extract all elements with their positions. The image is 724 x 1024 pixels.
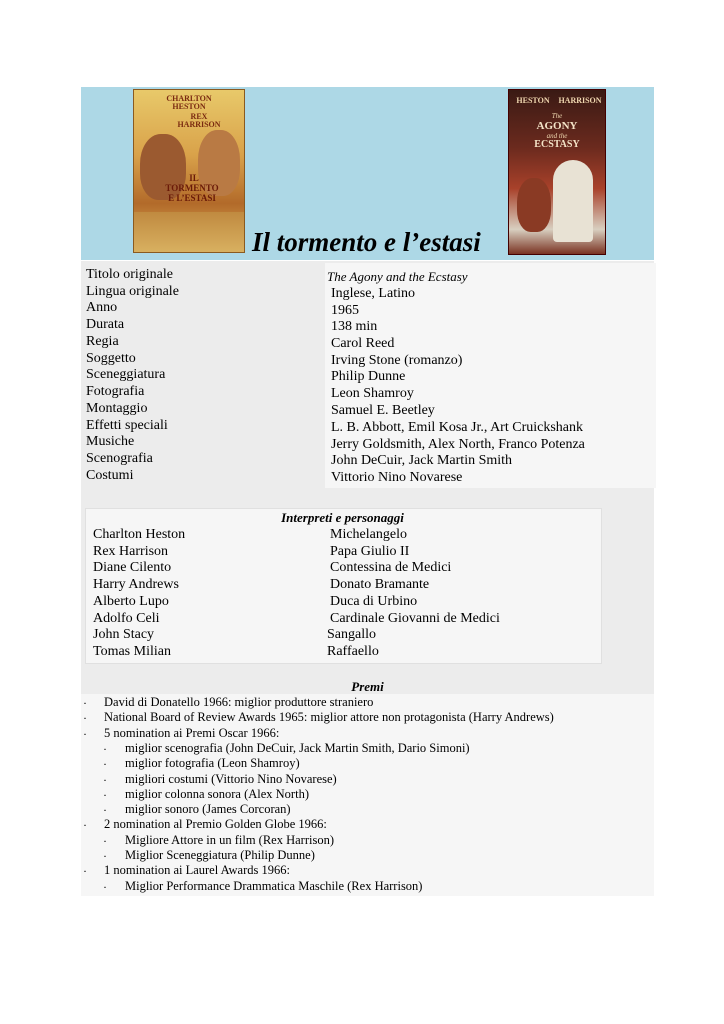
info-label: Musiche: [86, 434, 135, 449]
info-label: Durata: [86, 317, 125, 332]
award-subitem: miglior scenografia (John DeCuir, Jack Martin Smith, Dario Simoni): [125, 741, 470, 755]
cast-heading: Interpreti e personaggi: [281, 510, 404, 525]
awards-heading: Premi: [351, 679, 384, 694]
bullet-icon: ·: [83, 864, 87, 878]
bullet-icon: ·: [103, 834, 107, 848]
bullet-icon: ·: [103, 742, 107, 756]
poster-figure: [553, 160, 593, 242]
cast-actor: Alberto Lupo: [93, 594, 169, 609]
bullet-icon: ·: [103, 880, 107, 894]
info-label: Montaggio: [86, 401, 148, 416]
info-label: Effetti speciali: [86, 418, 168, 433]
cast-actor: Rex Harrison: [93, 544, 169, 559]
cast-role: Cardinale Giovanni de Medici: [330, 611, 500, 626]
poster-title-line: ECSTASY: [534, 139, 580, 150]
cast-actor: Tomas Milian: [93, 644, 171, 659]
poster-face: [517, 178, 551, 232]
award-subitem: miglior sonoro (James Corcoran): [125, 802, 291, 816]
poster-credit: HESTON: [172, 102, 206, 111]
info-label: Lingua originale: [86, 284, 179, 299]
poster-title-line: TORMENTO: [165, 183, 219, 193]
award-subitem: Miglior Sceneggiatura (Philip Dunne): [125, 848, 315, 862]
bullet-icon: ·: [103, 788, 107, 802]
award-item: National Board of Review Awards 1965: miglior attore non protagonista (Harry Andrews): [104, 710, 554, 724]
award-subitem: Miglior Performance Drammatica Maschile (Rex Harrison): [125, 879, 423, 893]
cast-role: Sangallo: [327, 627, 376, 642]
poster-italian: [133, 89, 245, 253]
info-value: The Agony and the Ecstasy: [327, 269, 468, 284]
info-value: Jerry Goldsmith, Alex North, Franco Potenza: [331, 437, 585, 452]
info-value: Irving Stone (romanzo): [331, 353, 463, 368]
bullet-icon: ·: [83, 727, 87, 741]
poster-credit: HESTON: [516, 96, 550, 105]
info-label: Scenografia: [86, 451, 153, 466]
bullet-icon: ·: [83, 711, 87, 725]
info-value: Carol Reed: [331, 336, 395, 351]
poster-title-line: AGONY: [536, 120, 578, 132]
info-label: Sceneggiatura: [86, 367, 166, 382]
poster-title-line: and the: [546, 132, 568, 140]
bullet-icon: ·: [83, 696, 87, 710]
award-item: 1 nomination ai Laurel Awards 1966:: [104, 863, 290, 877]
info-value: L. B. Abbott, Emil Kosa Jr., Art Cruickshank: [331, 420, 583, 435]
award-subitem: migliori costumi (Vittorio Nino Novarese): [125, 772, 337, 786]
info-label: Titolo originale: [86, 267, 173, 282]
info-value: Leon Shamroy: [331, 386, 414, 401]
info-label: Costumi: [86, 468, 134, 483]
info-label: Regia: [86, 334, 119, 349]
cast-role: Papa Giulio II: [330, 544, 410, 559]
poster-credit: CHARLTON: [166, 94, 212, 103]
bullet-icon: ·: [103, 849, 107, 863]
poster-title-line: E L’ESTASI: [168, 193, 216, 203]
info-value: 138 min: [331, 319, 378, 334]
info-label: Fotografia: [86, 384, 145, 399]
info-value: Inglese, Latino: [331, 286, 415, 301]
cast-actor: Diane Cilento: [93, 560, 172, 575]
bullet-icon: ·: [103, 773, 107, 787]
award-item: David di Donatello 1966: miglior produttore straniero: [104, 695, 374, 709]
award-item: 2 nomination al Premio Golden Globe 1966:: [104, 817, 327, 831]
poster-credit: HARRISON: [177, 120, 221, 129]
info-value: Philip Dunne: [331, 369, 406, 384]
award-subitem: Migliore Attore in un film (Rex Harrison): [125, 833, 334, 847]
award-item: 5 nomination ai Premi Oscar 1966:: [104, 726, 280, 740]
poster-english: [508, 89, 606, 255]
poster-title-line: IL: [189, 173, 199, 183]
poster-credit: HARRISON: [558, 96, 602, 105]
cast-actor: Harry Andrews: [93, 577, 179, 592]
poster-scene: [134, 212, 244, 252]
award-subitem: miglior colonna sonora (Alex North): [125, 787, 309, 801]
info-value: John DeCuir, Jack Martin Smith: [331, 453, 513, 468]
award-subitem: miglior fotografia (Leon Shamroy): [125, 756, 300, 770]
poster-title-line: The: [551, 112, 563, 120]
cast-actor: Adolfo Celi: [93, 611, 160, 626]
page-title: Il tormento e l’estasi: [252, 227, 481, 257]
info-value: Vittorio Nino Novarese: [331, 470, 463, 485]
bullet-icon: ·: [83, 818, 87, 832]
poster-credit: REX: [190, 112, 208, 121]
info-value: Samuel E. Beetley: [331, 403, 435, 418]
cast-role: Contessina de Medici: [330, 560, 452, 575]
info-label: Anno: [86, 300, 118, 315]
cast-actor: Charlton Heston: [93, 527, 186, 542]
cast-actor: John Stacy: [93, 627, 155, 642]
cast-role: Raffaello: [327, 644, 379, 659]
info-label: Soggetto: [86, 351, 136, 366]
bullet-icon: ·: [103, 757, 107, 771]
info-value: 1965: [331, 303, 359, 318]
cast-role: Michelangelo: [330, 527, 407, 542]
bullet-icon: ·: [103, 803, 107, 817]
cast-role: Donato Bramante: [330, 577, 430, 592]
cast-role: Duca di Urbino: [330, 594, 418, 609]
